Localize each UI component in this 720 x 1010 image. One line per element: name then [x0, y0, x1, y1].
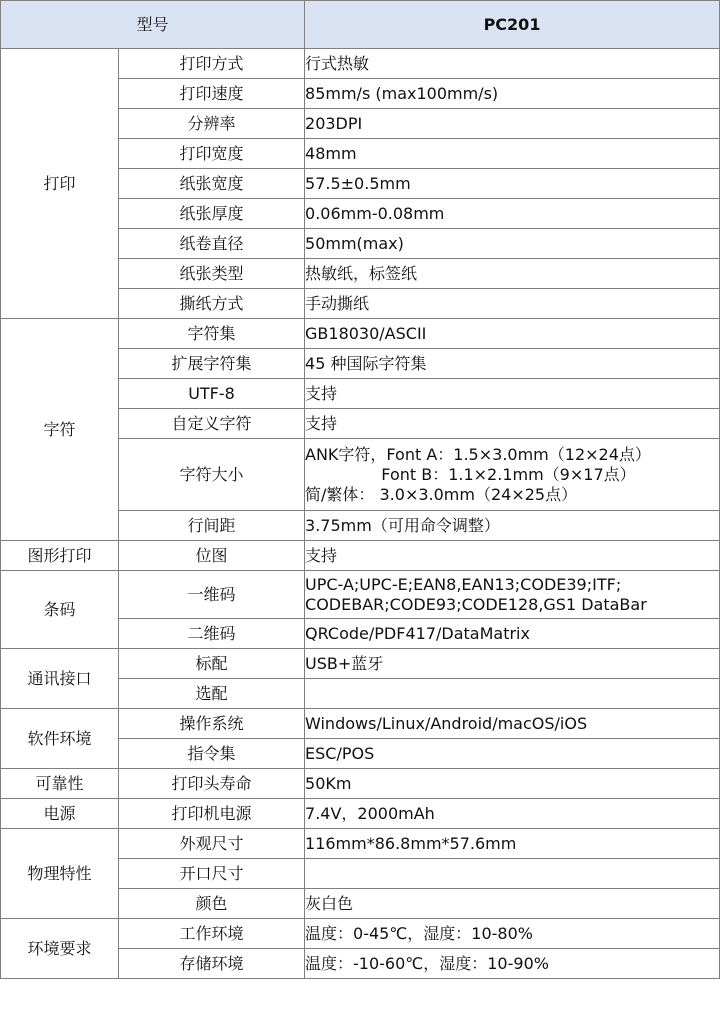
- category-cell: 打印: [1, 49, 119, 319]
- spec-key-cell: UTF-8: [119, 379, 305, 409]
- category-cell: 字符: [1, 319, 119, 541]
- spec-value-cell: 116mm*86.8mm*57.6mm: [305, 829, 720, 859]
- model-value: PC201: [305, 1, 720, 49]
- spec-value-cell: [305, 679, 720, 709]
- table-row: [1, 799, 720, 829]
- table-row: [1, 649, 720, 679]
- spec-value-cell: 热敏纸，标签纸: [305, 259, 720, 289]
- spec-key-cell: 纸张厚度: [119, 199, 305, 229]
- spec-value-cell: USB+蓝牙: [305, 649, 720, 679]
- spec-key-cell: 选配: [119, 679, 305, 709]
- spec-key-cell: 纸张宽度: [119, 169, 305, 199]
- table-row: [1, 541, 720, 571]
- spec-value-cell: GB18030/ASCII: [305, 319, 720, 349]
- spec-key-cell: 开口尺寸: [119, 859, 305, 889]
- spec-value-cell: 支持: [305, 409, 720, 439]
- table-row: [1, 919, 720, 949]
- spec-key-cell: 扩展字符集: [119, 349, 305, 379]
- spec-key-cell: 纸卷直径: [119, 229, 305, 259]
- spec-key-cell: 打印机电源: [119, 799, 305, 829]
- spec-key-cell: 一维码: [119, 571, 305, 619]
- table-row: [1, 709, 720, 739]
- model-label: 型号: [1, 1, 305, 49]
- spec-key-cell: 位图: [119, 541, 305, 571]
- spec-value-cell: 45 种国际字符集: [305, 349, 720, 379]
- spec-key-cell: 撕纸方式: [119, 289, 305, 319]
- spec-value-cell: 57.5±0.5mm: [305, 169, 720, 199]
- spec-key-cell: 标配: [119, 649, 305, 679]
- category-cell: 通讯接口: [1, 649, 119, 709]
- table-row: [1, 319, 720, 349]
- spec-value-cell: QRCode/PDF417/DataMatrix: [305, 619, 720, 649]
- category-cell: 软件环境: [1, 709, 119, 769]
- category-cell: 物理特性: [1, 829, 119, 919]
- spec-key-cell: 打印速度: [119, 79, 305, 109]
- spec-key-cell: 行间距: [119, 511, 305, 541]
- category-cell: 图形打印: [1, 541, 119, 571]
- spec-value-cell: ANK字符，Font A：1.5×3.0mm（12×24点） Font B：1.1×2.1mm（9×17点） 简/繁体： 3.0×3.0mm（24×25点）: [305, 439, 720, 511]
- category-cell: 可靠性: [1, 769, 119, 799]
- spec-value-cell: 0.06mm-0.08mm: [305, 199, 720, 229]
- spec-value-cell: 温度：0-45℃，湿度：10-80%: [305, 919, 720, 949]
- spec-key-cell: 打印头寿命: [119, 769, 305, 799]
- spec-value-cell: UPC-A;UPC-E;EAN8,EAN13;CODE39;ITF; CODEBAR;CODE93;CODE128,GS1 DataBar: [305, 571, 720, 619]
- spec-key-cell: 字符大小: [119, 439, 305, 511]
- spec-value-cell: 50mm(max): [305, 229, 720, 259]
- spec-value-cell: 灰白色: [305, 889, 720, 919]
- spec-value-cell: ESC/POS: [305, 739, 720, 769]
- spec-key-cell: 打印宽度: [119, 139, 305, 169]
- spec-key-cell: 二维码: [119, 619, 305, 649]
- spec-value-cell: 3.75mm（可用命令调整）: [305, 511, 720, 541]
- spec-value-cell: Windows/Linux/Android/macOS/iOS: [305, 709, 720, 739]
- spec-key-cell: 颜色: [119, 889, 305, 919]
- spec-key-cell: 操作系统: [119, 709, 305, 739]
- spec-key-cell: 自定义字符: [119, 409, 305, 439]
- spec-key-cell: 工作环境: [119, 919, 305, 949]
- header-row: [1, 1, 720, 49]
- spec-value-cell: 48mm: [305, 139, 720, 169]
- spec-key-cell: 指令集: [119, 739, 305, 769]
- spec-value-cell: 手动撕纸: [305, 289, 720, 319]
- spec-key-cell: 外观尺寸: [119, 829, 305, 859]
- table-row: [1, 829, 720, 859]
- spec-value-cell: 203DPI: [305, 109, 720, 139]
- spec-value-cell: [305, 859, 720, 889]
- spec-value-cell: 温度：-10-60℃，湿度：10-90%: [305, 949, 720, 979]
- spec-value-cell: 7.4V，2000mAh: [305, 799, 720, 829]
- spec-key-cell: 存储环境: [119, 949, 305, 979]
- table-row: [1, 769, 720, 799]
- spec-key-cell: 字符集: [119, 319, 305, 349]
- spec-value-cell: 85mm/s (max100mm/s): [305, 79, 720, 109]
- table-row: [1, 49, 720, 79]
- category-cell: 条码: [1, 571, 119, 649]
- category-cell: 电源: [1, 799, 119, 829]
- spec-value-cell: 支持: [305, 379, 720, 409]
- spec-value-cell: 支持: [305, 541, 720, 571]
- spec-key-cell: 分辨率: [119, 109, 305, 139]
- table-row: [1, 571, 720, 619]
- category-cell: 环境要求: [1, 919, 119, 979]
- spec-value-cell: 行式热敏: [305, 49, 720, 79]
- spec-body: [1, 49, 720, 979]
- spec-key-cell: 纸张类型: [119, 259, 305, 289]
- spec-value-cell: 50Km: [305, 769, 720, 799]
- spec-key-cell: 打印方式: [119, 49, 305, 79]
